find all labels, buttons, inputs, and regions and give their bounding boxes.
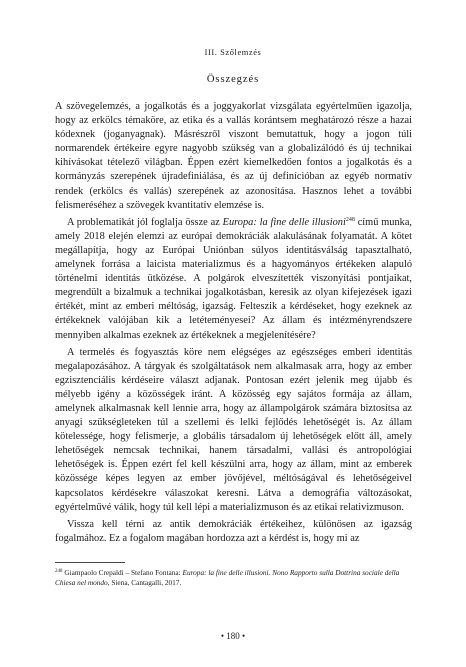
footnote-authors: Giampaolo Crepaldi – Stefano Fontana: [64, 568, 183, 577]
book-title-italic: Europa: la fine delle illusioni [222, 216, 346, 228]
paragraph-3: A termelés és fogyasztás köre nem elégséges az egészséges emberi identitás megalapozásához. A tárgyak és szolgáltatások nem alkalmasak arra, hogy az ember egzisztenciális kérdéseire választ adjanak. Pontosan ezért jelenik meg újabb és mélyebb igény a közösségek iránt. A közösség egy sajátos formája az állam, amelynek alkalmasnak kell lennie arra, hogy az állampolgárok számára biztosítsa az anyagi szükségleteken túl a szellemi és lelki fejlődés lehetőségét is. Az állam kötelessége, hogy felismerje, a globális társadalom új lehetőségek előtt áll, amely lehetőségek nemcsak technikai, hanem társadalmi, vallási és antropológiai lehetőségek is. Éppen ezért fel kell készülni arra, hogy az állam, mint az emberek közössége képes legyen az ember jövőjével, méltóságával és lehetőségeivel kapcsolatos kérdésekre válaszokat keresni. Látva a demográfia változásokat, egyértelművé válik, hogy túl kell lépi a materializmuson és az etikai relativizmuson. [55, 346, 412, 513]
paragraph-1: A szövegelemzés, a jogalkotás és a joggyakorlat vizsgálata egyértelműen igazolja, hogy az erkölcs témaköre, az etika és a vallás korántsem meghatározó része a hazai kódexnek (joganyagnak). Másrészről viszont bemutattuk, hogy a jogon túli normarendek értékeire egyre nagyobb szükség van a globalizálódó és új technikai kihívásokat tételező világban. Éppen ezért kiemelkedően fontos a jogalkotás és a kormányzás szerepének újradefiniálása, és az új definícióban az egyéb normatív rendek (erkölcs és vallás) szerepének az azonosítása. Hasznos lehet a további felismeréséhez a szövegek kvantitatív elemzése is. [55, 101, 412, 211]
paragraph-2-after: című munka, amely 2018 elején elemzi az európai demokráciák alakulásának folyamatát. A kötet megállapítja, hogy az Európai Uniónban súlyos identitásválság tapasztalható, amelynek forrása a laicista materializmus és a hagyományos értékeken alapuló történelmi identitás ütközése. A polgárok elveszítették viszonyítási pontjaikat, megrendült a bizalmuk a technikai jogalkotásban, keresik az olyan kifejezések igazi értékét, mint az emberi méltóság, igazság. Felteszik a kérdéseket, hogy ezeknek az értékeknek valójában kik a letéteményesei? Az állam és intézményrendszere mennyiben alkalmas ezeknek az értékeknek a megjelenítésére? [55, 216, 412, 341]
footnote-number: 248 [55, 569, 63, 574]
footnote-ref[interactable]: 248 [345, 216, 355, 223]
footnote [55, 568, 412, 588]
footnote-divider [55, 562, 125, 563]
page-number: • 180 • [220, 631, 246, 641]
body-text [55, 100, 412, 549]
paragraph-2 [55, 216, 412, 343]
running-head: III. Szőlemzés [204, 48, 262, 57]
paragraph-4: Vissza kell térni az antik demokráciák értékeihez, különösen az igazság fogalmához. Ez a fogalom magában hordozza azt a kérdést is, hogy mi az [55, 518, 412, 544]
section-title: Összegzés [206, 74, 260, 85]
footnote-title-italic: Europa: la fine delle illusioni. Nono Rapporto sulla Dottrina sociale della Chiesa nel mondo [55, 568, 400, 587]
footnote-publisher: , Siena, Cantagalli, 2017. [107, 578, 182, 587]
paragraph-2-before: A problematikát jól foglalja össze az [67, 216, 223, 228]
